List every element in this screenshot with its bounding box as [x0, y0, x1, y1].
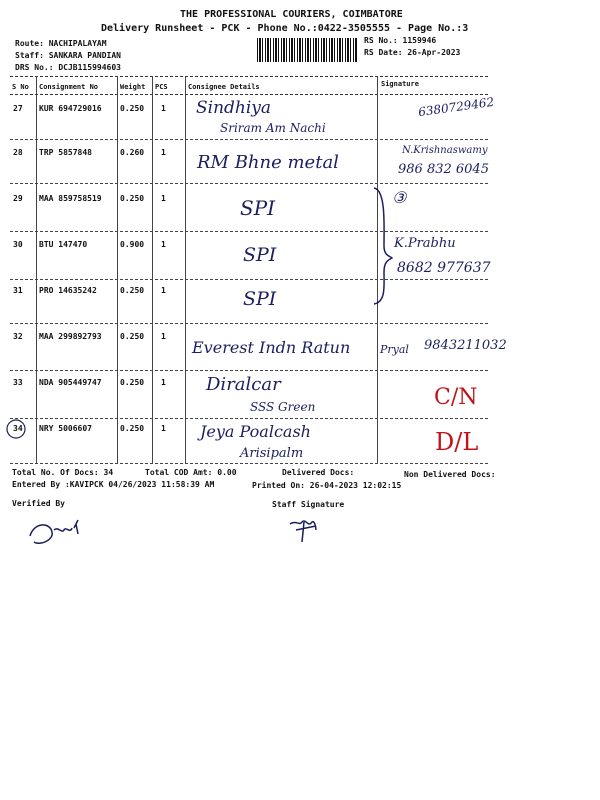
entered-by: Entered By :KAVIPCK 04/26/2023 11:58:39 AM — [12, 480, 215, 489]
row-separator — [10, 279, 488, 280]
verified-by-label: Verified By — [12, 499, 65, 508]
row-consignee-handwritten: Everest Indn Ratun — [192, 338, 351, 357]
row-pcs: 1 — [161, 104, 166, 113]
table-top-line — [10, 76, 488, 77]
row-consignee-handwritten: Sindhiya — [196, 98, 272, 118]
row-pcs: 1 — [161, 332, 166, 341]
runsheet-subtitle: Delivery Runsheet - PCK - Phone No.:0422-3505555 - Page No.:3 — [101, 23, 469, 34]
row-consignment: BTU 147470 — [39, 240, 88, 249]
row-signature-handwritten: 8682 977637 — [397, 260, 491, 276]
row-consignee-handwritten: Jeya Poalcash — [200, 422, 311, 441]
row-signature-handwritten: 986 832 6045 — [398, 162, 489, 177]
table-header-line — [10, 94, 488, 95]
row-signature-name: Pryal — [380, 343, 409, 356]
row-consignment: TRP 5857848 — [39, 148, 92, 157]
row-weight: 0.250 — [120, 378, 145, 387]
row-consignee-handwritten: Sriram Am Nachi — [220, 121, 326, 135]
row-weight: 0.260 — [120, 148, 145, 157]
col-divider — [36, 76, 37, 464]
row-pcs: 1 — [161, 148, 166, 157]
row-consignment: MAA 299892793 — [39, 332, 102, 341]
row-consignee-handwritten: Arisipalm — [240, 446, 304, 461]
row-consignee-handwritten: SPI — [243, 288, 277, 310]
row-weight: 0.250 — [120, 332, 145, 341]
route-label: Route: NACHIPALAYAM — [15, 39, 107, 48]
row-weight: 0.250 — [120, 424, 145, 433]
col-divider — [152, 76, 153, 464]
row-sno: 27 — [13, 104, 23, 113]
staff-label: Staff: SANKARA PANDIAN — [15, 51, 121, 60]
row-signature-handwritten: 6380729462 — [417, 94, 495, 120]
row-separator — [10, 370, 488, 371]
col-signature: Signature — [381, 80, 419, 88]
verifier-signature — [24, 516, 84, 550]
total-docs: Total No. Of Docs: 34 — [12, 468, 114, 477]
row-consignment: NDA 905449747 — [39, 378, 102, 387]
col-sno: S No — [12, 83, 29, 91]
row-signature-handwritten: ③ — [392, 188, 407, 207]
row-consignee-handwritten: SSS Green — [250, 400, 316, 414]
row-consignee-handwritten: SPI — [240, 196, 276, 220]
row-consignee-handwritten: SPI — [243, 244, 277, 266]
staff-signature — [286, 516, 326, 546]
row-consignee-handwritten: RM Bhne metal — [197, 152, 339, 173]
row-sno: 28 — [13, 148, 23, 157]
row-pcs: 1 — [161, 194, 166, 203]
status-mark-red: C/N — [434, 385, 478, 410]
company-title: THE PROFESSIONAL COURIERS, COIMBATORE — [180, 9, 403, 20]
row-separator — [10, 323, 488, 324]
row-weight: 0.250 — [120, 194, 145, 203]
row-weight: 0.250 — [120, 286, 145, 295]
col-divider — [117, 76, 118, 464]
total-cod: Total COD Amt: 0.00 — [145, 468, 237, 477]
rs-number: RS No.: 1159946 — [364, 36, 437, 45]
row-sno: 32 — [13, 332, 23, 341]
row-pcs: 1 — [161, 286, 166, 295]
col-weight: Weight — [120, 83, 146, 91]
row-sno: 30 — [13, 240, 23, 249]
col-consignee: Consignee Details — [188, 83, 260, 91]
row-consignment: PRO 14635242 — [39, 286, 97, 295]
row-weight: 0.900 — [120, 240, 145, 249]
row-consignment: MAA 859758519 — [39, 194, 102, 203]
row-sno: 31 — [13, 286, 23, 295]
row-weight: 0.250 — [120, 104, 145, 113]
table-bottom-line — [10, 463, 488, 464]
row-pcs: 1 — [161, 378, 166, 387]
staff-signature-label: Staff Signature — [272, 500, 345, 509]
row-signature-handwritten: 9843211032 — [424, 338, 507, 353]
row-pcs: 1 — [161, 424, 166, 433]
barcode-image — [257, 38, 357, 62]
row-consignment: KUR 694729016 — [39, 104, 102, 113]
row-separator — [10, 418, 488, 419]
delivered-docs: Delivered Docs: — [282, 468, 355, 477]
printed-on: Printed On: 26-04-2023 12:02:15 — [252, 481, 402, 490]
col-pcs: PCS — [155, 83, 168, 91]
rs-date: RS Date: 26-Apr-2023 — [364, 48, 461, 57]
row-sno: 34 — [13, 424, 23, 433]
non-delivered-docs: Non Delivered Docs: — [404, 470, 496, 479]
row-sno: 33 — [13, 378, 23, 387]
row-signature-name: N.Krishnaswamy — [402, 145, 488, 156]
row-separator — [10, 231, 488, 232]
row-signature-name: K.Prabhu — [394, 236, 456, 251]
row-separator — [10, 183, 488, 184]
col-consignment: Consignment No — [39, 83, 99, 91]
drs-label: DRS No.: DCJB115994603 — [15, 63, 121, 72]
bracket-mark — [370, 186, 394, 306]
row-consignment: NRY 5006607 — [39, 424, 92, 433]
col-divider — [185, 76, 186, 464]
status-mark-red: D/L — [435, 428, 479, 456]
row-separator — [10, 139, 488, 140]
row-consignee-handwritten: Diralcar — [206, 374, 281, 395]
row-sno: 29 — [13, 194, 23, 203]
row-pcs: 1 — [161, 240, 166, 249]
